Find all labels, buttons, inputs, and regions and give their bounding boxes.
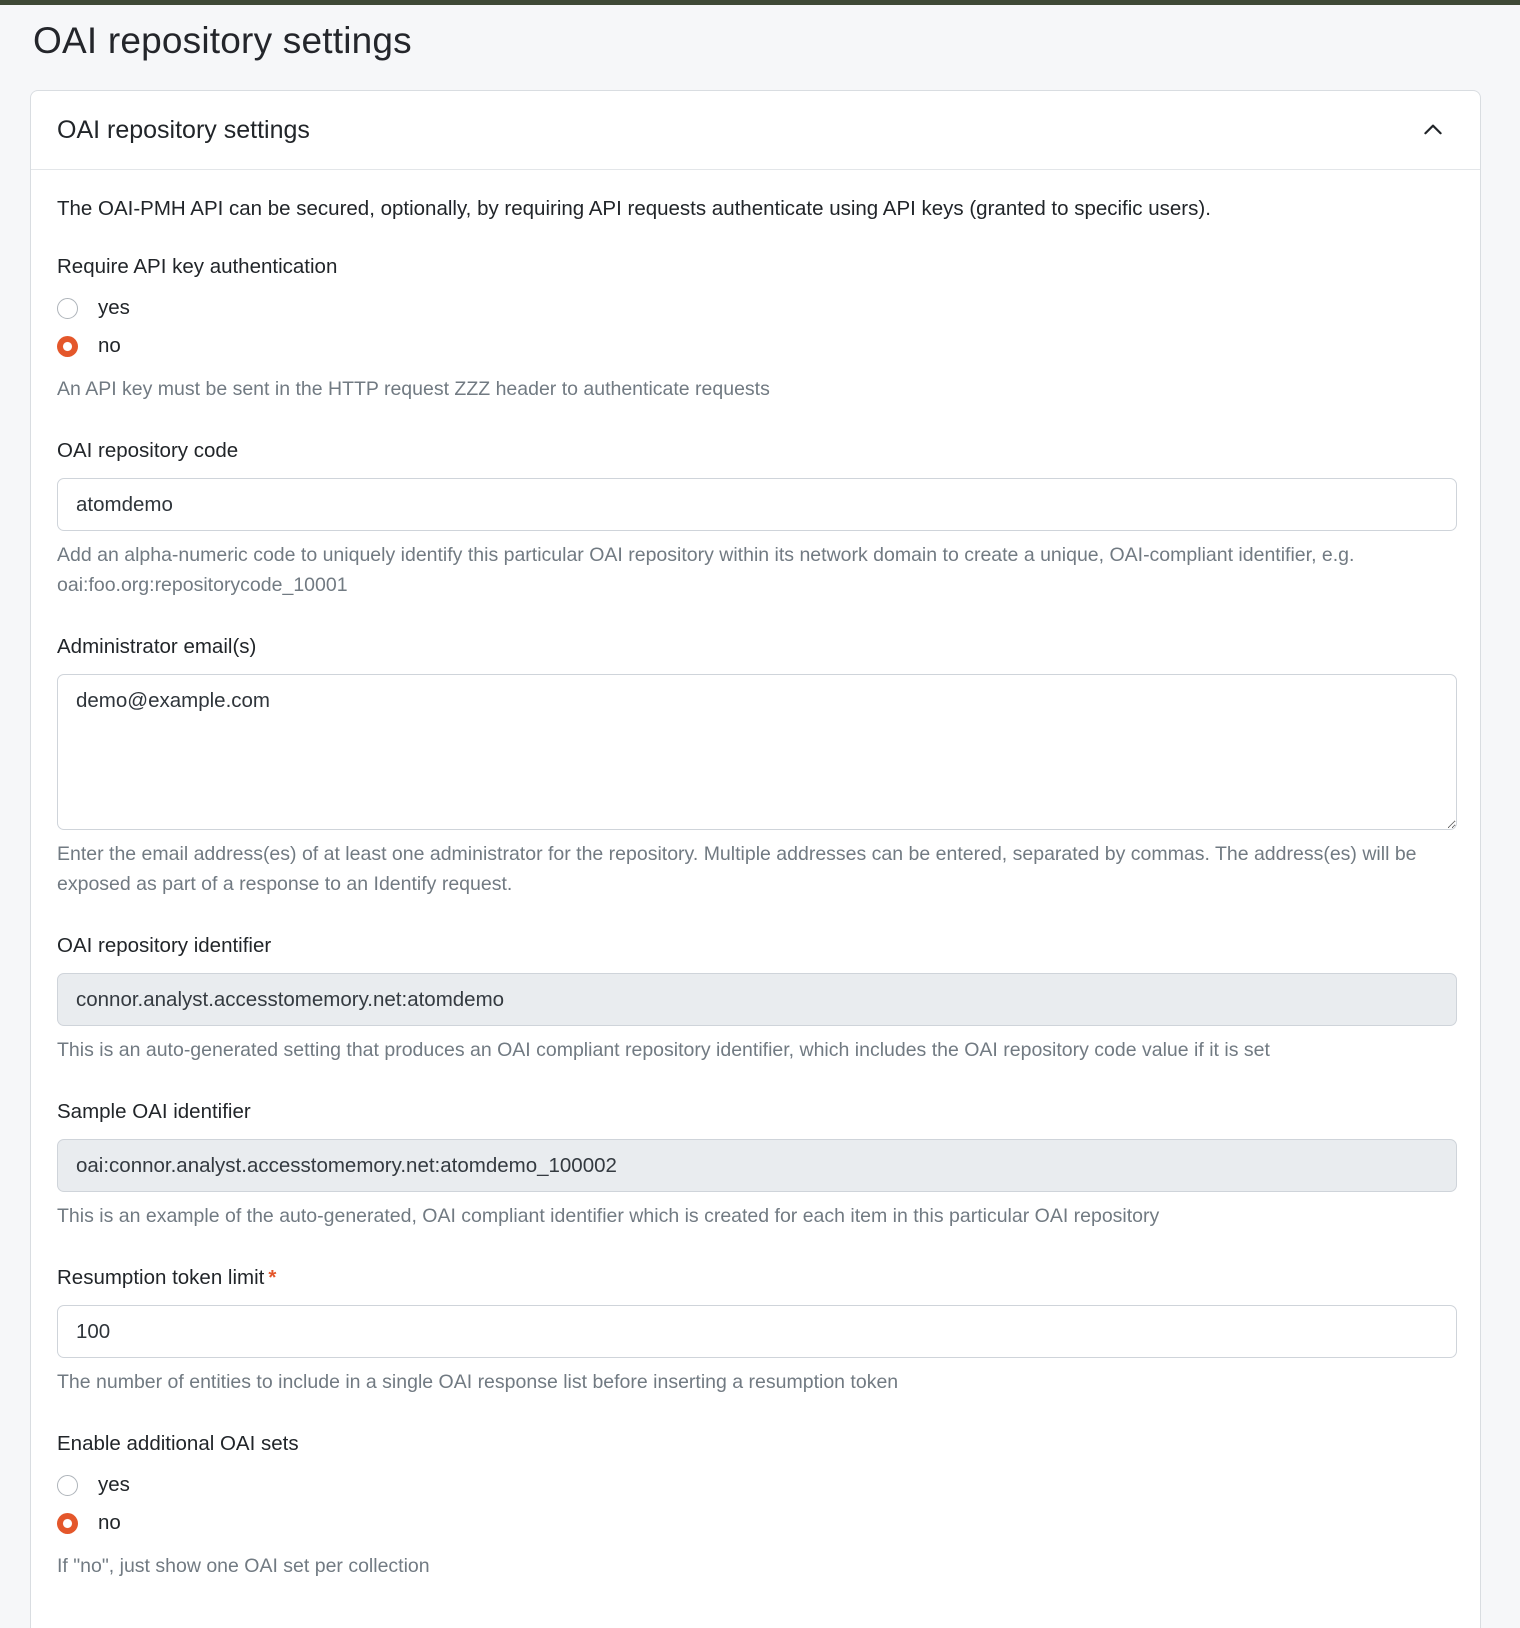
resumption-token-limit-help: The number of entities to include in a single OAI response list before inserting a resumption token (57, 1371, 899, 1393)
field-api-key-auth (57, 253, 1454, 404)
api-key-auth-no-row (57, 332, 1454, 360)
additional-oai-sets-no-label[interactable]: no (98, 1511, 121, 1534)
sample-identifier-label: Sample OAI identifier (57, 1100, 251, 1123)
settings-page (0, 5, 1520, 1628)
api-key-auth-yes-radio[interactable] (57, 298, 78, 319)
panel-title: OAI repository settings (57, 116, 310, 144)
api-key-auth-help: An API key must be sent in the HTTP request ZZZ header to authenticate requests (57, 378, 770, 400)
oai-settings-panel (30, 90, 1481, 1628)
field-admin-emails (57, 633, 1454, 899)
api-key-auth-no-radio[interactable] (57, 336, 78, 357)
repository-identifier-label: OAI repository identifier (57, 934, 272, 957)
resumption-token-limit-label (57, 1264, 1454, 1292)
field-repository-identifier (57, 932, 1454, 1065)
chevron-up-icon (1420, 117, 1446, 143)
api-key-auth-label: Require API key authentication (57, 255, 338, 278)
panel-intro-text: The OAI-PMH API can be secured, optionally, by requiring API requests authenticate using API keys (granted to specific users). (57, 197, 1211, 220)
field-sample-identifier (57, 1098, 1454, 1231)
resumption-token-limit-input[interactable] (57, 1305, 1457, 1358)
api-key-auth-yes-row (57, 294, 1454, 322)
repository-code-label: OAI repository code (57, 439, 239, 462)
field-resumption-token-limit (57, 1264, 1454, 1397)
additional-oai-sets-no-radio[interactable] (57, 1513, 78, 1534)
additional-oai-sets-no-row (57, 1509, 1454, 1537)
api-key-auth-no-label[interactable]: no (98, 334, 121, 357)
sample-identifier-help: This is an example of the auto-generated, OAI compliant identifier which is created for each item in this particular OAI repository (57, 1205, 1160, 1227)
panel-body (31, 170, 1480, 1621)
field-additional-oai-sets (57, 1430, 1454, 1581)
repository-code-help: Add an alpha-numeric code to uniquely identify this particular OAI repository within its network domain to create a unique, OAI-compliant identifier, e.g. oai:foo.org:repositorycode_10001 (57, 544, 1355, 596)
repository-identifier-help: This is an auto-generated setting that produces an OAI compliant repository identifier, which includes the OAI repository code value if it is set (57, 1039, 1270, 1061)
additional-oai-sets-yes-label[interactable]: yes (98, 1473, 130, 1496)
admin-emails-help: Enter the email address(es) of at least one administrator for the repository. Multiple addresses can be entered, separated by commas. The address(es) will be exposed as part of a response to an Identify request. (57, 843, 1417, 895)
additional-oai-sets-label: Enable additional OAI sets (57, 1432, 299, 1455)
additional-oai-sets-yes-row (57, 1471, 1454, 1499)
additional-oai-sets-help: If "no", just show one OAI set per collection (57, 1555, 430, 1577)
field-repository-code (57, 437, 1454, 600)
panel-header (31, 91, 1480, 170)
admin-emails-textarea[interactable] (57, 674, 1457, 830)
api-key-auth-yes-label[interactable]: yes (98, 296, 130, 319)
required-asterisk: * (268, 1266, 277, 1289)
sample-identifier-readonly-input (57, 1139, 1457, 1192)
admin-emails-label: Administrator email(s) (57, 635, 257, 658)
page-title: OAI repository settings (33, 20, 412, 61)
additional-oai-sets-yes-radio[interactable] (57, 1475, 78, 1496)
repository-identifier-readonly-input (57, 973, 1457, 1026)
resumption-token-limit-label-text: Resumption token limit (57, 1266, 265, 1289)
repository-code-input[interactable] (57, 478, 1457, 531)
collapse-panel-button[interactable] (1416, 113, 1450, 147)
